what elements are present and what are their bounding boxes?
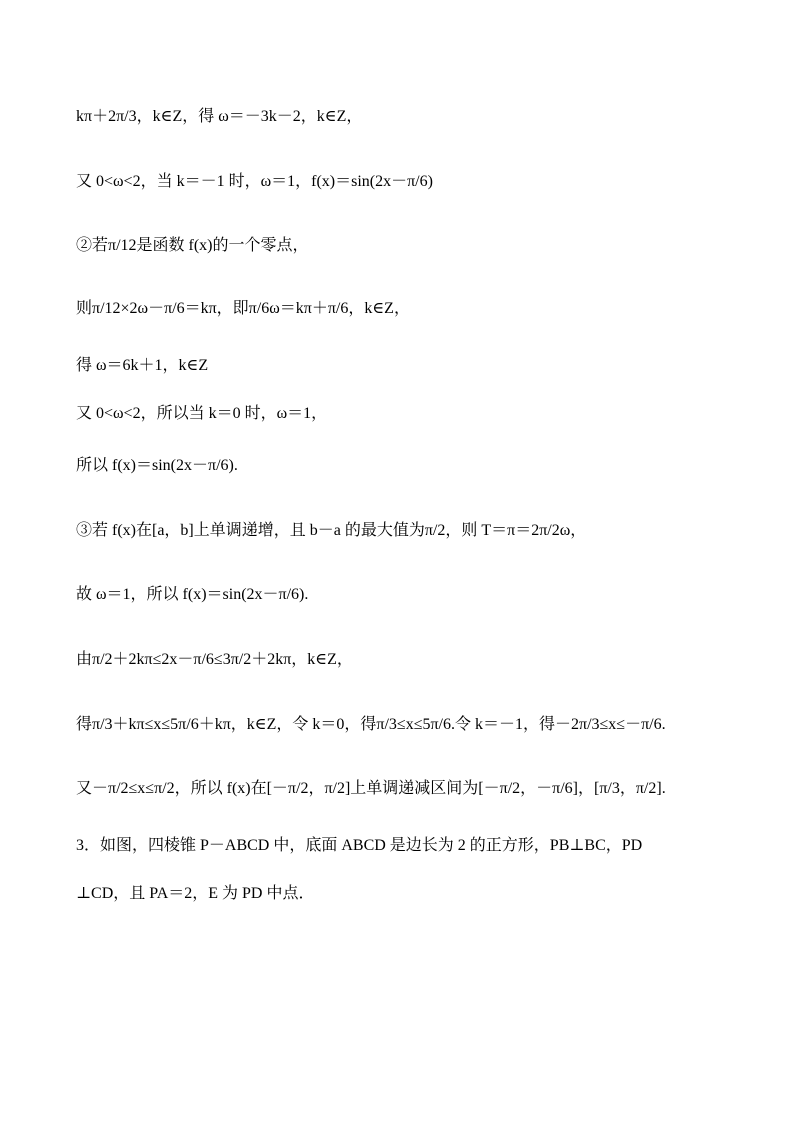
problem-3-line-2: ⊥CD，且 PA＝2，E 为 PD 中点． [76, 885, 315, 902]
solution-line-10: 由π/2＋2kπ≤2x－π/6≤3π/2＋2kπ，k∈Z， [76, 651, 353, 668]
solution-line-2: 又 0<ω<2，当 k＝－1 时，ω＝1，f(x)＝sin(2x－π/6) [76, 173, 433, 190]
solution-line-12: 又－π/2≤x≤π/2，所以 f(x)在[－π/2，π/2]上单调递减区间为[－π/2，－π/6]，[π/3，π/2]. [76, 780, 666, 797]
solution-line-5: 得 ω＝6k＋1，k∈Z [76, 357, 209, 374]
solution-line-3: ②若π/12是函数 f(x)的一个零点， [76, 237, 309, 254]
solution-line-1: kπ＋2π/3，k∈Z，得 ω＝－3k－2，k∈Z， [76, 108, 363, 125]
solution-line-4: 则π/12×2ω－π/6＝kπ，即π/6ω＝kπ＋π/6，k∈Z， [76, 300, 410, 317]
solution-line-11: 得π/3＋kπ≤x≤5π/6＋kπ，k∈Z，令 k＝0，得π/3≤x≤5π/6.令 k＝－1，得－2π/3≤x≤－π/6. [76, 716, 666, 733]
problem-3-line-1: 3．如图，四棱锥 P－ABCD 中，底面 ABCD 是边长为 2 的正方形，PB⊥BC，PD [76, 837, 643, 854]
solution-line-8: ③若 f(x)在[a，b]上单调递增，且 b－a 的最大值为π/2，则 T＝π＝2π/2ω， [76, 522, 587, 539]
solution-line-9: 故 ω＝1，所以 f(x)＝sin(2x－π/6). [76, 586, 309, 603]
solution-line-6: 又 0<ω<2，所以当 k＝0 时，ω＝1， [76, 405, 328, 422]
solution-line-7: 所以 f(x)＝sin(2x－π/6). [76, 457, 238, 474]
